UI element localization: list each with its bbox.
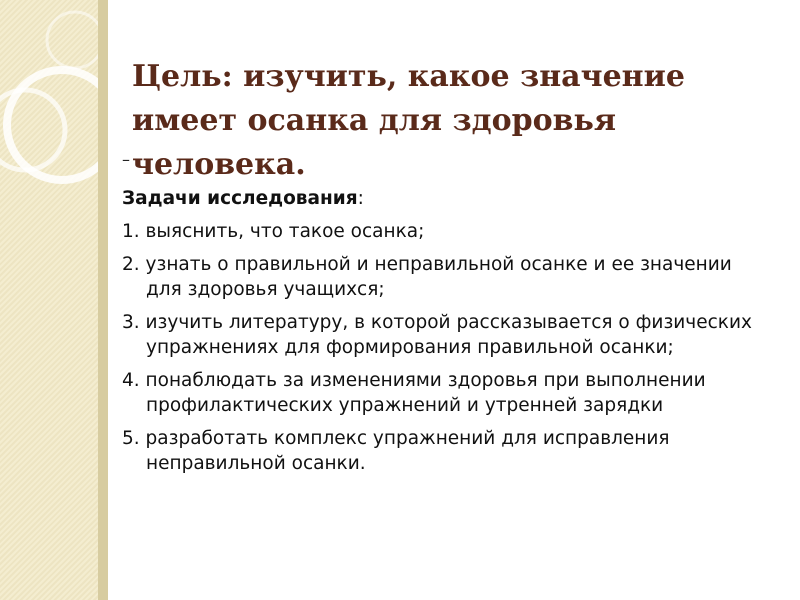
decorative-stripe: [98, 0, 108, 600]
task-item-3: 3. изучить литературу, в которой рассказывается о физических упражнениях для формирования правильной осанки;: [122, 312, 752, 358]
tasks-heading-label: Задачи исследования: [122, 188, 358, 209]
slide-title: [132, 55, 782, 187]
deco-circle-small: [47, 12, 98, 68]
task-item-2: 2. узнать о правильной и неправильной осанке и ее значении для здоровья учащихся;: [122, 254, 732, 300]
tasks-section: [122, 186, 762, 484]
decorative-circles: [0, 0, 98, 600]
tasks-heading: [122, 186, 762, 211]
decorative-side-panel: [0, 0, 98, 600]
task-item-4: 4. понаблюдать за изменениями здоровья при выполнении профилактических упражнений и утренней зарядки: [122, 370, 706, 416]
tasks-list: [122, 219, 762, 476]
title-text: изучить, какое значение имеет осанка для здоровья человека.: [132, 59, 685, 182]
title-prefix: Цель:: [132, 59, 233, 94]
tasks-heading-colon: :: [357, 188, 364, 209]
separator-dash: –: [122, 150, 130, 169]
task-item-1: 1. выяснить, что такое осанка;: [122, 221, 425, 242]
task-item-5: 5. разработать комплекс упражнений для исправления неправильной осанки.: [122, 428, 670, 474]
deco-circle-large: [7, 70, 98, 180]
